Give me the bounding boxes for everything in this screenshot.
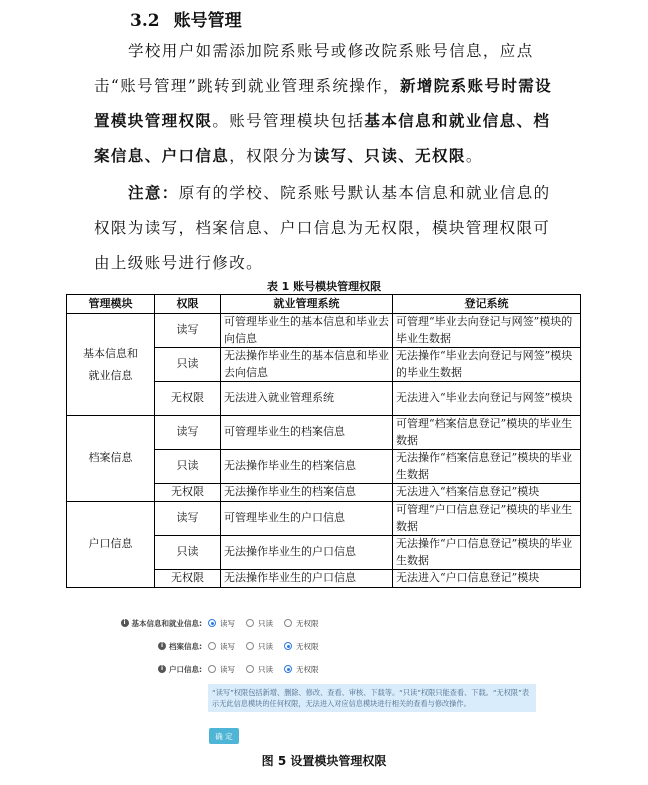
permission-cell: 读写 bbox=[155, 416, 221, 450]
job-cell: 无法操作毕业生的档案信息 bbox=[221, 450, 393, 484]
radio-group-basic-info bbox=[208, 618, 330, 629]
radio-label: 读写 bbox=[220, 664, 235, 674]
paragraph-intro bbox=[94, 34, 556, 174]
reg-cell: 无法操作“户口信息登记”模块的毕业生数据 bbox=[393, 536, 581, 570]
radio-label: 无权限 bbox=[296, 641, 319, 651]
permission-cell: 无权限 bbox=[155, 570, 221, 588]
intro-bold-2: 基本信息和就业信息、档案信息、户口信息 bbox=[94, 112, 551, 165]
reg-cell: 无法进入“档案信息登记”模块 bbox=[393, 484, 581, 502]
radio-read-write[interactable] bbox=[208, 664, 235, 675]
radio-label: 无权限 bbox=[296, 618, 319, 628]
reg-cell: 可管理“户口信息登记”模块的毕业生数据 bbox=[393, 502, 581, 536]
info-icon: i bbox=[158, 642, 166, 650]
radio-no-permission[interactable] bbox=[284, 664, 319, 675]
module-cell: 档案信息 bbox=[67, 416, 155, 502]
radio-button[interactable] bbox=[208, 619, 216, 627]
module-cell: 基本信息和 就业信息 bbox=[67, 314, 155, 416]
field-row-household-info bbox=[100, 662, 330, 676]
field-label bbox=[100, 618, 202, 629]
radio-group-archive-info bbox=[208, 641, 330, 652]
field-row-archive-info bbox=[100, 639, 330, 653]
reg-cell: 可管理“毕业去向登记与网签”模块的毕业生数据 bbox=[393, 314, 581, 348]
radio-button[interactable] bbox=[246, 642, 254, 650]
section-heading bbox=[130, 6, 242, 31]
note-label: 注意： bbox=[128, 184, 179, 202]
info-icon: i bbox=[158, 665, 166, 673]
radio-button[interactable] bbox=[284, 619, 292, 627]
radio-no-permission[interactable] bbox=[284, 641, 319, 652]
intro-text-1: 学校用户如需添加院系账号或修改院系账号信息，应点击“账号管理”跳转到就业管理系统操作， bbox=[94, 42, 534, 95]
permission-cell: 只读 bbox=[155, 450, 221, 484]
radio-read-write[interactable] bbox=[208, 618, 235, 629]
table-header-row bbox=[67, 295, 581, 314]
reg-cell: 可管理“档案信息登记”模块的毕业生数据 bbox=[393, 416, 581, 450]
table-row bbox=[67, 314, 581, 348]
job-cell: 可管理毕业生的户口信息 bbox=[221, 502, 393, 536]
radio-button[interactable] bbox=[208, 642, 216, 650]
reg-cell: 无法操作“档案信息登记”模块的毕业生数据 bbox=[393, 450, 581, 484]
radio-button[interactable] bbox=[284, 665, 292, 673]
permission-cell: 只读 bbox=[155, 348, 221, 382]
header-permission: 权限 bbox=[155, 295, 221, 314]
permission-cell: 无权限 bbox=[155, 484, 221, 502]
job-cell: 无法进入就业管理系统 bbox=[221, 382, 393, 416]
header-registration-system: 登记系统 bbox=[393, 295, 581, 314]
intro-bold-1: 新增院系账号时需设置模块管理权限 bbox=[94, 77, 553, 130]
field-label-text: 基本信息和就业信息: bbox=[131, 618, 202, 628]
reg-cell: 无法进入“毕业去向登记与网签”模块 bbox=[393, 382, 581, 416]
radio-button[interactable] bbox=[246, 665, 254, 673]
radio-label: 读写 bbox=[220, 618, 235, 628]
permission-cell: 读写 bbox=[155, 502, 221, 536]
paragraph-note bbox=[94, 176, 556, 281]
radio-button[interactable] bbox=[284, 642, 292, 650]
job-cell: 可管理毕业生的基本信息和毕业去向信息 bbox=[221, 314, 393, 348]
section-number: 3.2 bbox=[130, 11, 160, 31]
permission-help-note: “读写”权限包括新增、删除、修改、查看、审核、下载等。“只读”权限只能查看、下载。“无权限”表示无此信息模块的任何权限，无法进入对应信息模块进行相关的查看与修改操作。 bbox=[208, 684, 536, 712]
header-job-system: 就业管理系统 bbox=[221, 295, 393, 314]
radio-no-permission[interactable] bbox=[284, 618, 319, 629]
intro-text-3: ，权限分为 bbox=[229, 147, 314, 165]
field-label-text: 户口信息: bbox=[169, 664, 202, 674]
figure-caption: 图 5 设置模块管理权限 bbox=[261, 754, 387, 768]
radio-read-only[interactable] bbox=[246, 641, 273, 652]
radio-label: 只读 bbox=[258, 618, 273, 628]
info-icon: i bbox=[121, 619, 129, 627]
table-row bbox=[67, 502, 581, 536]
permission-cell: 读写 bbox=[155, 314, 221, 348]
intro-text-2: 。账号管理模块包括 bbox=[212, 112, 365, 130]
radio-read-write[interactable] bbox=[208, 641, 235, 652]
job-cell: 无法操作毕业生的户口信息 bbox=[221, 570, 393, 588]
table-row bbox=[67, 416, 581, 450]
job-cell: 无法操作毕业生的档案信息 bbox=[221, 484, 393, 502]
reg-cell: 无法操作“毕业去向登记与网签”模块的毕业生数据 bbox=[393, 348, 581, 382]
permission-cell: 只读 bbox=[155, 536, 221, 570]
table-caption: 表 1 账号模块管理权限 bbox=[266, 280, 382, 293]
job-cell: 无法操作毕业生的基本信息和毕业去向信息 bbox=[221, 348, 393, 382]
header-module: 管理模块 bbox=[67, 295, 155, 314]
permission-cell: 无权限 bbox=[155, 382, 221, 416]
job-cell: 无法操作毕业生的户口信息 bbox=[221, 536, 393, 570]
field-label-text: 档案信息: bbox=[169, 641, 202, 651]
note-text: 原有的学校、院系账号默认基本信息和就业信息的权限为读写，档案信息、户口信息为无权限，模块管理权限可由上级账号进行修改。 bbox=[94, 184, 551, 272]
radio-group-household-info bbox=[208, 664, 330, 675]
field-row-basic-info bbox=[100, 616, 330, 630]
section-title: 账号管理 bbox=[173, 11, 242, 31]
reg-cell: 无法进入“户口信息登记”模块 bbox=[393, 570, 581, 588]
radio-read-only[interactable] bbox=[246, 618, 273, 629]
radio-button[interactable] bbox=[246, 619, 254, 627]
radio-label: 只读 bbox=[258, 641, 273, 651]
field-label bbox=[100, 664, 202, 675]
permission-table bbox=[66, 294, 581, 588]
confirm-button[interactable]: 确 定 bbox=[209, 728, 239, 744]
radio-label: 读写 bbox=[220, 641, 235, 651]
radio-button[interactable] bbox=[208, 665, 216, 673]
intro-text-4: 。 bbox=[465, 147, 483, 165]
radio-read-only[interactable] bbox=[246, 664, 273, 675]
field-label bbox=[100, 641, 202, 652]
job-cell: 可管理毕业生的档案信息 bbox=[221, 416, 393, 450]
radio-label: 只读 bbox=[258, 664, 273, 674]
intro-bold-3: 读写、只读、无权限 bbox=[313, 147, 466, 165]
module-cell: 户口信息 bbox=[67, 502, 155, 588]
radio-label: 无权限 bbox=[296, 664, 319, 674]
